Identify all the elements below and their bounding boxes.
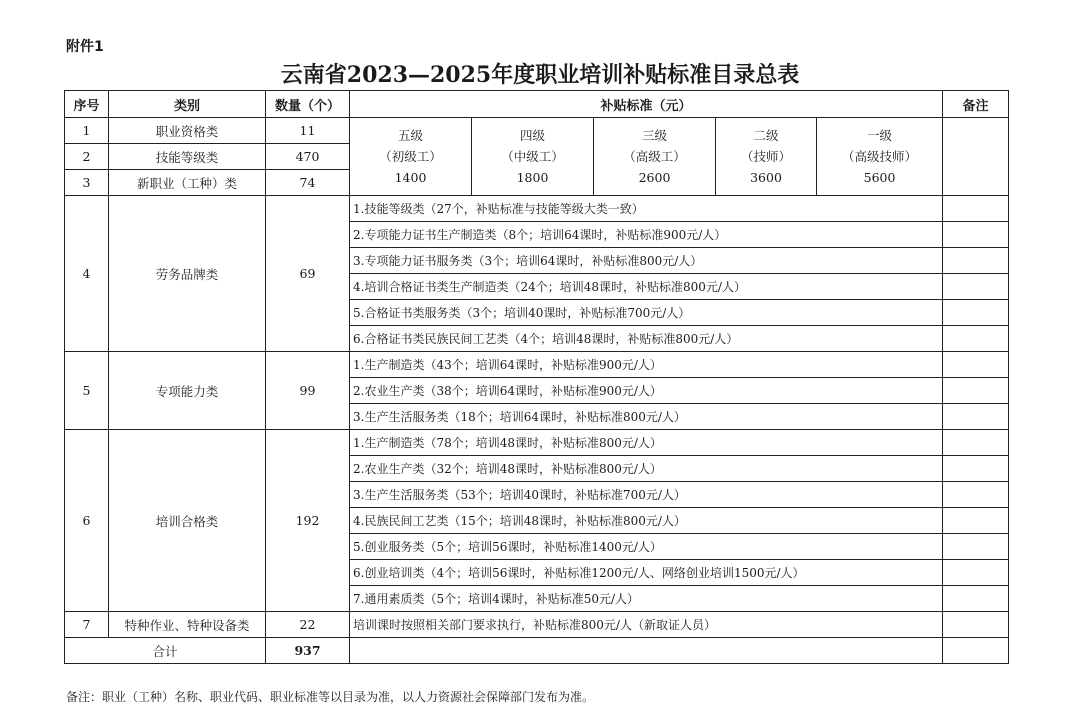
category-cell: 新职业（工种）类 xyxy=(109,170,266,196)
level-cell xyxy=(817,118,943,196)
standard-item: 4.民族民间工艺类（15个；培训48课时，补贴标准800元/人） xyxy=(350,508,943,534)
remark-cell xyxy=(943,274,1009,300)
level-grade: 一级 xyxy=(867,128,893,143)
level-grade: 五级 xyxy=(397,128,423,143)
remark-cell xyxy=(943,482,1009,508)
header-standard: 补贴标准（元） xyxy=(350,91,943,118)
count-cell: 74 xyxy=(266,170,350,196)
standard-item: 2.农业生产类（38个；培训64课时，补贴标准900元/人） xyxy=(350,378,943,404)
standard-item: 6.合格证书类民族民间工艺类（4个；培训48课时，补贴标准800元/人） xyxy=(350,326,943,352)
attachment-label: 附件1 xyxy=(66,39,104,55)
standard-item: 6.创业培训类（4个；培训56课时，补贴标准1200元/人、网络创业培训1500元/人） xyxy=(350,560,943,586)
seq-cell: 5 xyxy=(65,352,109,430)
category-cell: 特种作业、特种设备类 xyxy=(109,612,266,638)
count-cell: 99 xyxy=(266,352,350,430)
header-remark: 备注 xyxy=(943,91,1009,118)
level-amount: 1800 xyxy=(516,170,549,185)
table-row xyxy=(65,352,1009,378)
level-amount: 2600 xyxy=(638,170,671,185)
table-row xyxy=(65,612,1009,638)
header-category: 类别 xyxy=(109,91,266,118)
standard-item: 5.创业服务类（5个；培训56课时，补贴标准1400元/人） xyxy=(350,534,943,560)
table-row xyxy=(65,118,1009,144)
remark-cell xyxy=(943,248,1009,274)
standard-item: 3.生产生活服务类（18个；培训64课时，补贴标准800元/人） xyxy=(350,404,943,430)
level-amount: 3600 xyxy=(750,170,782,185)
standard-item: 1.生产制造类（78个；培训48课时，补贴标准800元/人） xyxy=(350,430,943,456)
category-cell: 职业资格类 xyxy=(109,118,266,144)
category-cell: 劳务品牌类 xyxy=(109,196,266,352)
total-count: 937 xyxy=(266,638,350,664)
level-title: （高级技师） xyxy=(842,149,918,164)
level-grade: 三级 xyxy=(641,128,667,143)
remark-cell xyxy=(943,456,1009,482)
remark-cell xyxy=(943,430,1009,456)
level-amount: 5600 xyxy=(863,170,896,185)
remark-cell xyxy=(943,300,1009,326)
standard-item: 3.专项能力证书服务类（3个；培训64课时，补贴标准800元/人） xyxy=(350,248,943,274)
level-grade: 四级 xyxy=(519,128,545,143)
standard-item: 5.合格证书类服务类（3个；培训40课时，补贴标准700元/人） xyxy=(350,300,943,326)
table-row xyxy=(65,196,1009,222)
remark-cell xyxy=(943,638,1009,664)
level-cell xyxy=(594,118,716,196)
remark-cell xyxy=(943,508,1009,534)
remark-cell xyxy=(943,404,1009,430)
standard-item: 培训课时按照相关部门要求执行，补贴标准800元/人（新取证人员） xyxy=(350,612,943,638)
remark-cell xyxy=(943,352,1009,378)
seq-cell: 6 xyxy=(65,430,109,612)
standard-item: 4.培训合格证书类生产制造类（24个；培训48课时，补贴标准800元/人） xyxy=(350,274,943,300)
level-title: （高级工） xyxy=(623,149,686,164)
standard-item: 2.专项能力证书生产制造类（8个；培训64课时，补贴标准900元/人） xyxy=(350,222,943,248)
standard-item: 1.生产制造类（43个；培训64课时，补贴标准900元/人） xyxy=(350,352,943,378)
level-title: （中级工） xyxy=(501,149,564,164)
footnote: 备注：职业（工种）名称、职业代码、职业标准等以目录为准，以人力资源社会保障部门发布为准。 xyxy=(66,690,595,704)
header-count: 数量（个） xyxy=(266,91,350,118)
standard-item: 1.技能等级类（27个，补贴标准与技能等级大类一致） xyxy=(350,196,943,222)
remark-cell xyxy=(943,118,1009,196)
standard-item: 7.通用素质类（5个；培训4课时，补贴标准50元/人） xyxy=(350,586,943,612)
remark-cell xyxy=(943,196,1009,222)
count-cell: 22 xyxy=(266,612,350,638)
seq-cell: 7 xyxy=(65,612,109,638)
document-title: 云南省2023—2025年度职业培训补贴标准目录总表 xyxy=(280,62,800,88)
category-cell: 专项能力类 xyxy=(109,352,266,430)
level-title: （初级工） xyxy=(379,149,442,164)
count-cell: 11 xyxy=(266,118,350,144)
header-seq: 序号 xyxy=(65,91,109,118)
remark-cell xyxy=(943,326,1009,352)
standard-item: 3.生产生活服务类（53个；培训40课时，补贴标准700元/人） xyxy=(350,482,943,508)
level-cell xyxy=(472,118,594,196)
seq-cell: 4 xyxy=(65,196,109,352)
level-amount: 1400 xyxy=(394,170,427,185)
table-header-row xyxy=(65,91,1009,118)
remark-cell xyxy=(943,378,1009,404)
level-cell xyxy=(716,118,817,196)
remark-cell xyxy=(943,586,1009,612)
count-cell: 69 xyxy=(266,196,350,352)
total-row xyxy=(65,638,1009,664)
level-title: （技师） xyxy=(740,149,791,164)
remark-cell xyxy=(943,534,1009,560)
category-cell: 技能等级类 xyxy=(109,144,266,170)
table-row xyxy=(65,430,1009,456)
category-cell: 培训合格类 xyxy=(109,430,266,612)
count-cell: 192 xyxy=(266,430,350,612)
remark-cell xyxy=(943,612,1009,638)
seq-cell: 3 xyxy=(65,170,109,196)
remark-cell xyxy=(943,222,1009,248)
level-cell xyxy=(350,118,472,196)
subsidy-table xyxy=(64,90,1009,664)
level-grade: 二级 xyxy=(753,128,779,143)
seq-cell: 2 xyxy=(65,144,109,170)
seq-cell: 1 xyxy=(65,118,109,144)
total-standard-cell xyxy=(350,638,943,664)
total-label: 合计 xyxy=(65,638,266,664)
count-cell: 470 xyxy=(266,144,350,170)
standard-item: 2.农业生产类（32个；培训48课时，补贴标准800元/人） xyxy=(350,456,943,482)
remark-cell xyxy=(943,560,1009,586)
